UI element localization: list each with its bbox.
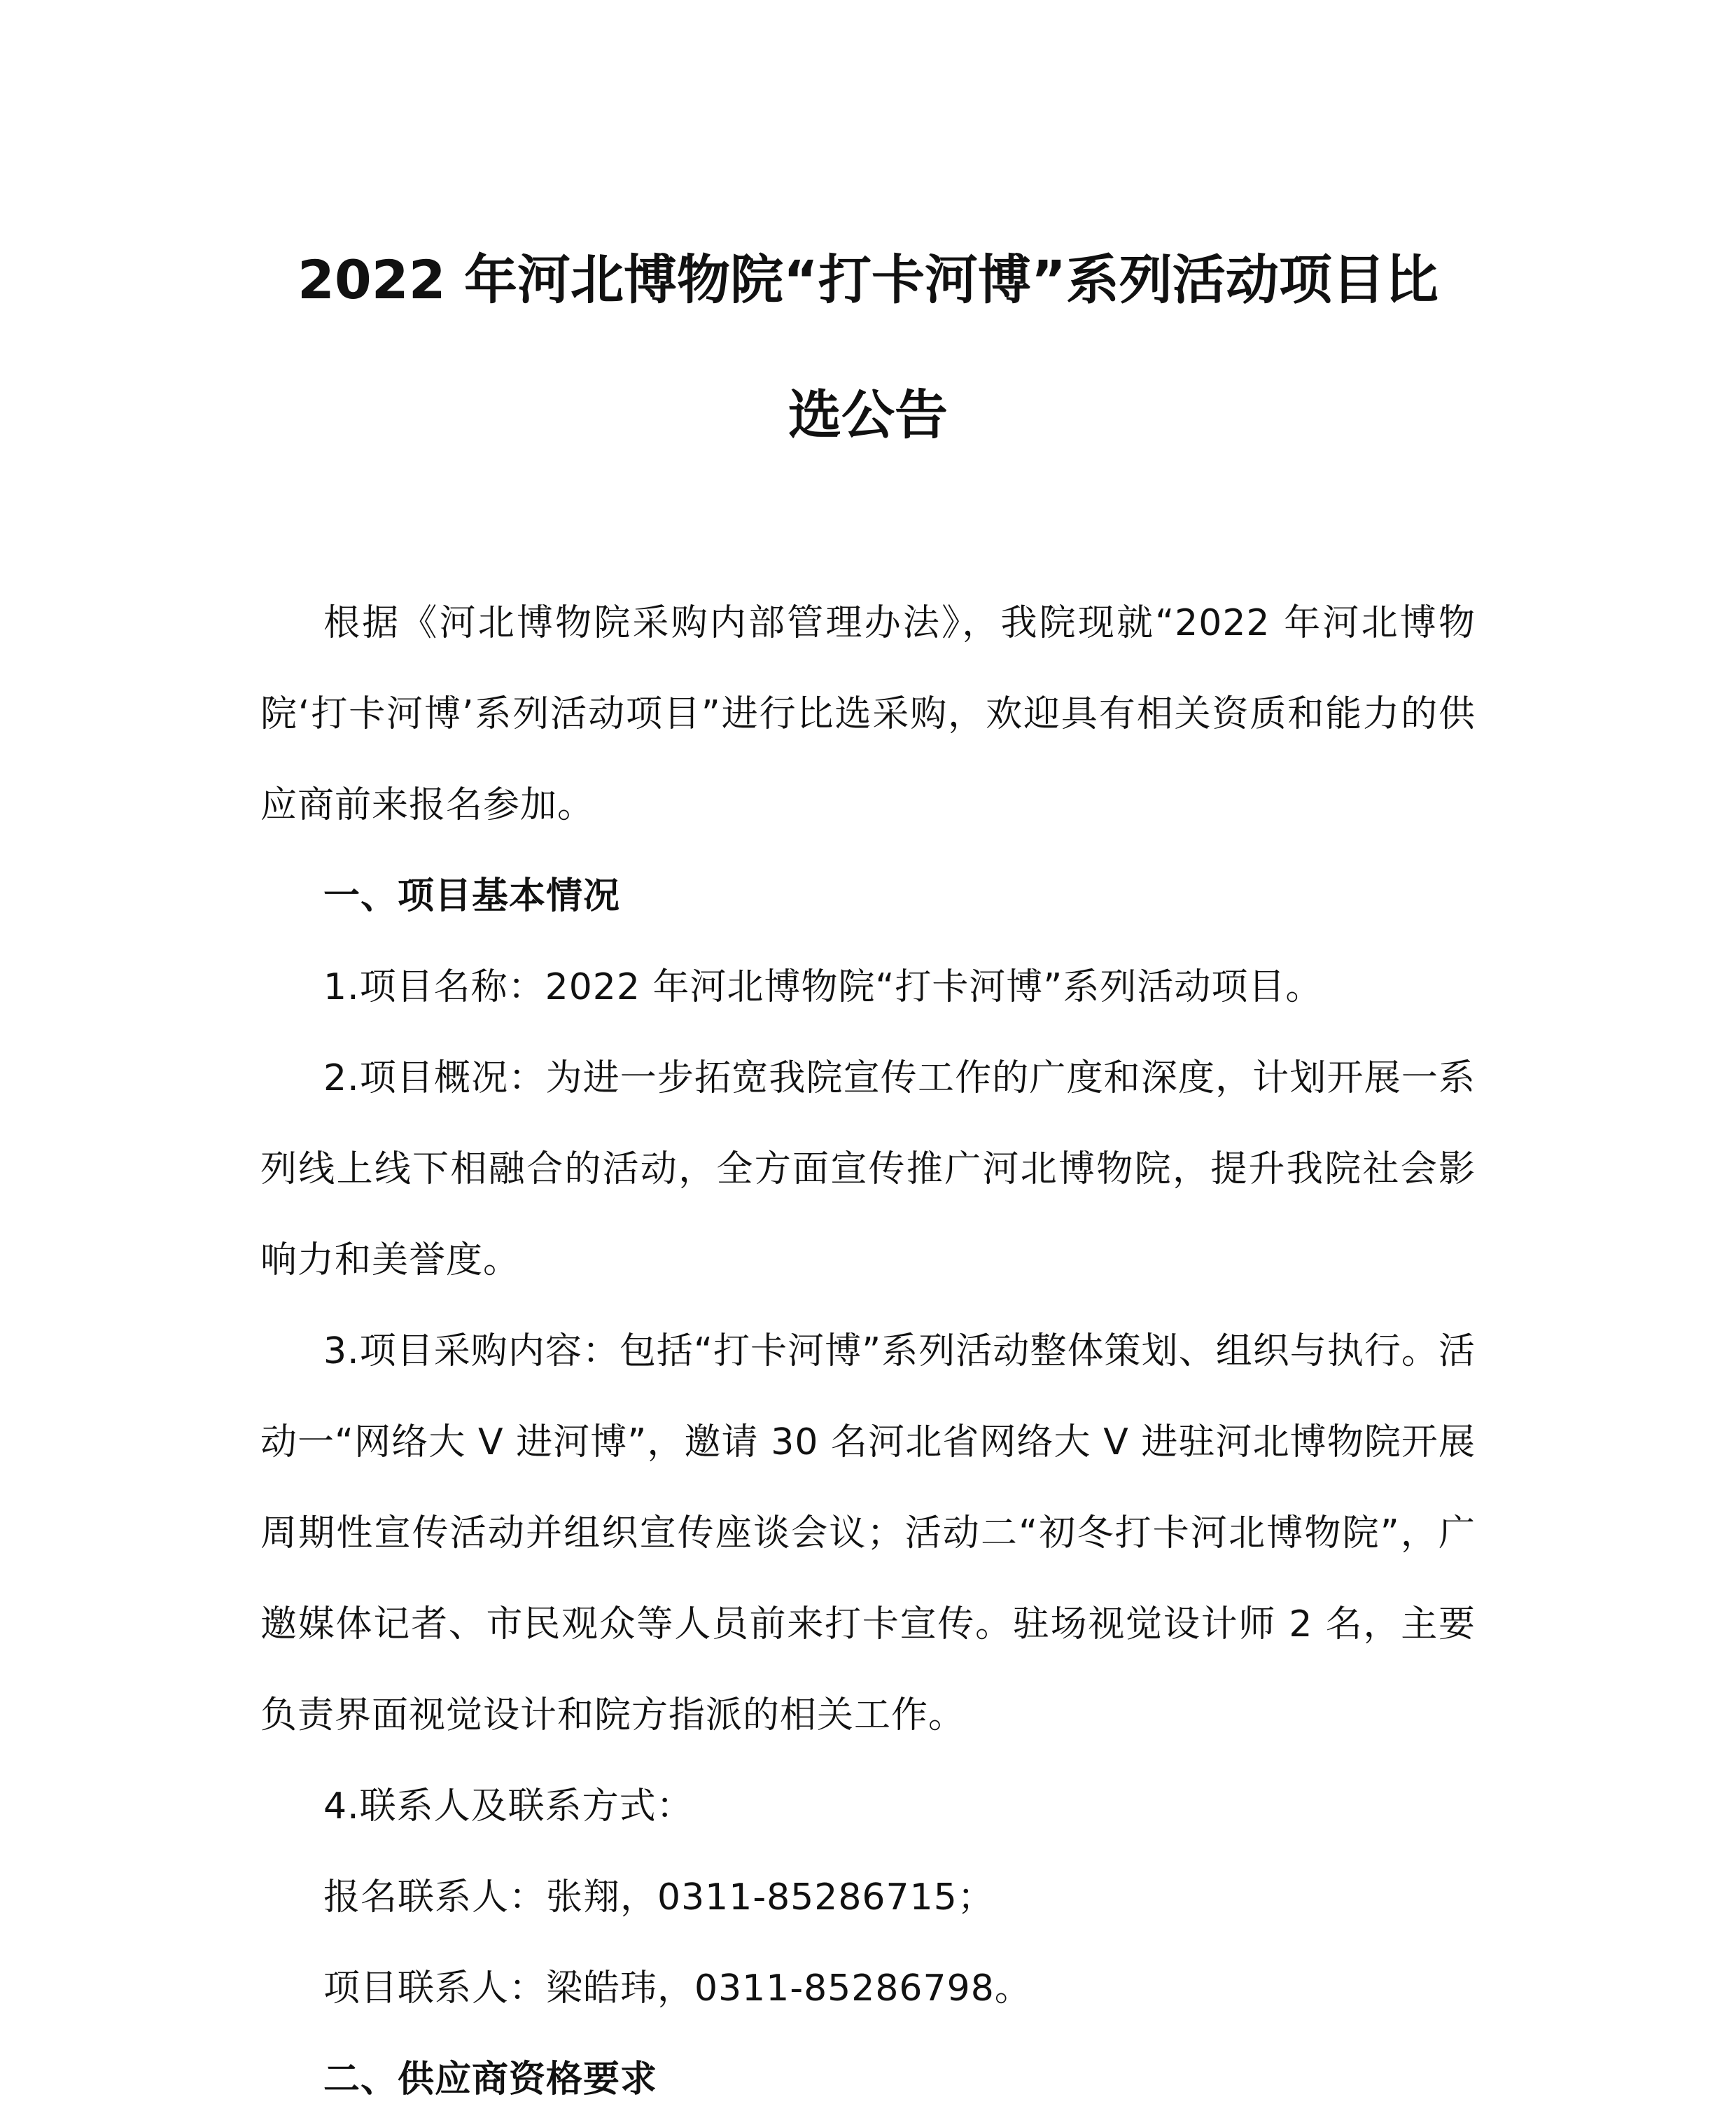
document-title-line-2: 选公告: [788, 384, 948, 446]
item-project-overview: 2.项目概况：为进一步拓宽我院宣传工作的广度和深度，计划开展一系列线上线下相融合的活动，全方面宣传推广河北博物院，提升我院社会影响力和美誉度。: [260, 1057, 1476, 1281]
document-body: [260, 0, 1476, 2102]
item-project-name: 1.项目名称：2022 年河北博物院“打卡河博”系列活动项目。: [323, 966, 1323, 1008]
document-title-line-1: 2022 年河北博物院“打卡河博”系列活动项目比: [298, 249, 1438, 311]
section-heading-supplier-requirements: 二、供应商资格要求: [323, 2058, 658, 2100]
contact-registration: 报名联系人：张翔，0311-85286715；: [323, 1876, 995, 1918]
item-procurement-content: 3.项目采购内容：包括“打卡河博”系列活动整体策划、组织与执行。活动一“网络大 V 进河博”，邀请 30 名河北省网络大 V 进驻河北博物院开展周期性宣传活动并组织宣传座谈会议；活动二“初冬打卡河北博物院”，广邀媒体记者、市民观众等人员前来打卡宣传。驻场视觉设计师 2 名，主要负责界面视觉设计和院方指派的相关工作。: [260, 1330, 1476, 1736]
section-heading-basic-info: 一、项目基本情况: [323, 875, 621, 917]
intro-paragraph: 根据《河北博物院采购内部管理办法》，我院现就“2022 年河北博物院‘打卡河博’系列活动项目”进行比选采购，欢迎具有相关资质和能力的供应商前来报名参加。: [260, 602, 1476, 826]
item-contacts-heading: 4.联系人及联系方式：: [323, 1785, 694, 1827]
contact-project: 项目联系人：梁皓玮，0311-85286798。: [323, 1967, 1032, 2009]
